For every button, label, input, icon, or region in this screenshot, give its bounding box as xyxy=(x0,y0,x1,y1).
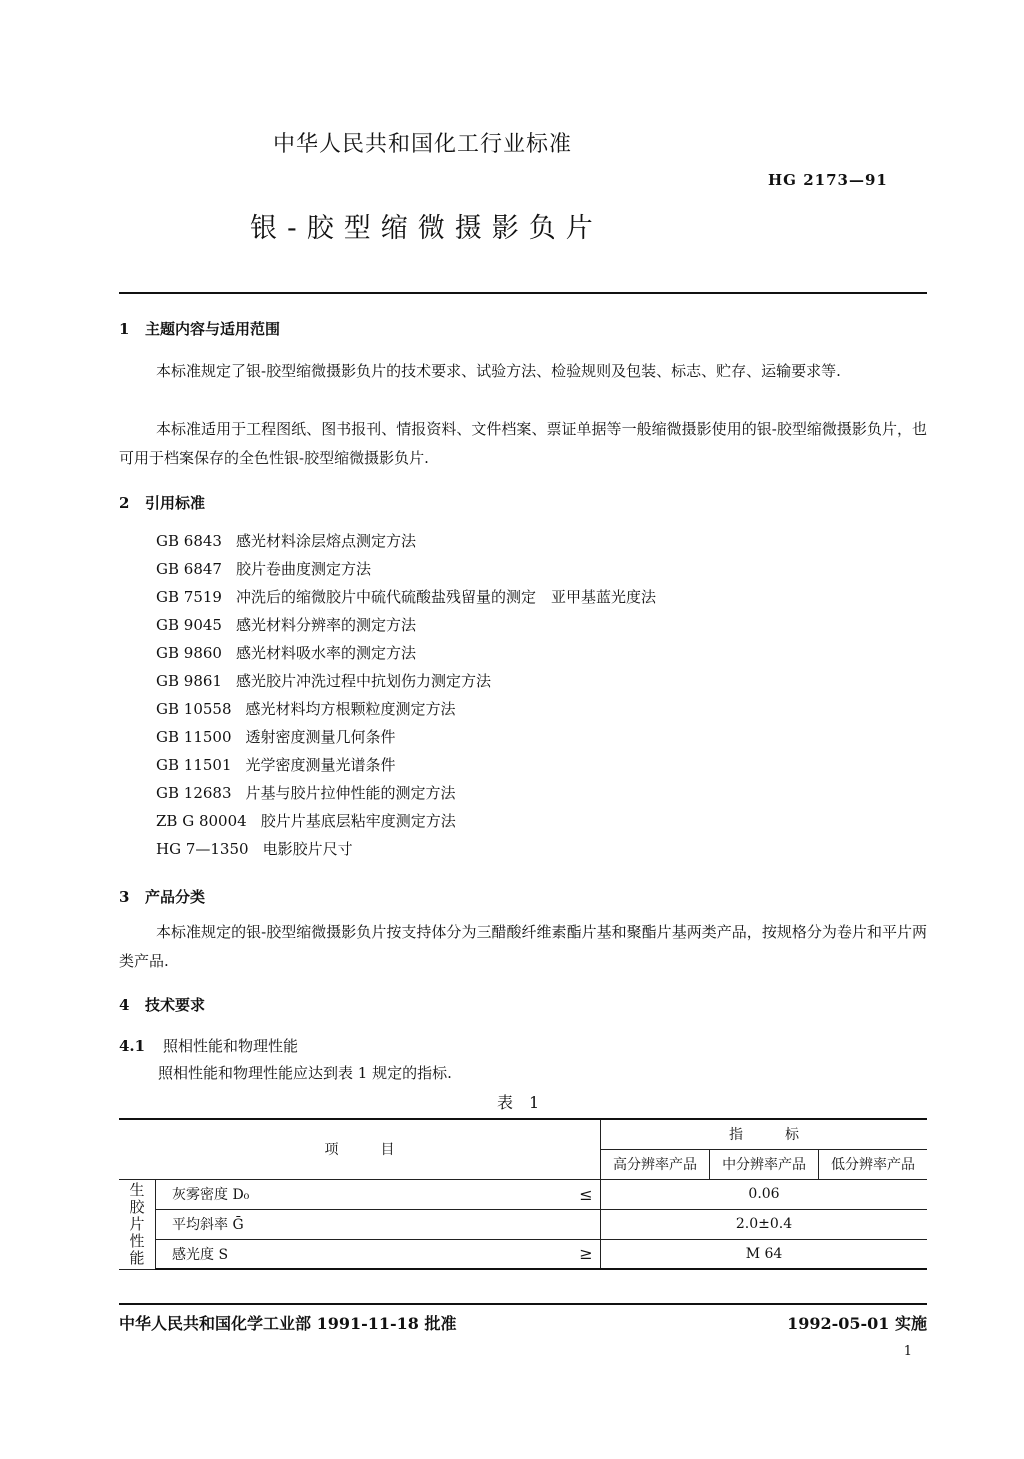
reference-title: 冲洗后的缩微胶片中硫代硫酸盐残留量的测定 亚甲基蓝光度法 xyxy=(235,588,656,606)
reference-item xyxy=(156,611,656,639)
group-char: 片 xyxy=(129,1214,145,1233)
reference-code: GB 11500 xyxy=(156,728,232,746)
reference-code: ZB G 80004 xyxy=(156,812,247,830)
section-1-paragraph-2: 本标准适用于工程图纸、图书报刊、情报资料、文件档案、票证单据等一般缩微摄影使用的银-胶型缩微摄影负片，也可用于档案保存的全色性银-胶型缩微摄影负片. xyxy=(119,420,927,467)
reference-item xyxy=(156,695,656,723)
reference-item xyxy=(156,723,656,751)
table-subheader: 高分辨率产品 xyxy=(601,1149,710,1179)
table-row-value: 2.0±0.4 xyxy=(601,1209,928,1239)
page-number: 1 xyxy=(903,1344,912,1359)
reference-code: GB 11501 xyxy=(156,756,232,774)
table-header-item: 项 目 xyxy=(119,1119,601,1179)
group-char: 能 xyxy=(129,1248,145,1267)
table-row-operator: ≥ xyxy=(572,1239,601,1269)
section-1-paragraph-1: 本标准规定了银-胶型缩微摄影负片的技术要求、试验方法、检验规则及包装、标志、贮存、运输要求等. xyxy=(156,362,841,380)
reference-title: 感光材料分辨率的测定方法 xyxy=(235,616,416,634)
reference-title: 胶片卷曲度测定方法 xyxy=(235,560,371,578)
reference-title: 感光材料吸水率的测定方法 xyxy=(235,644,416,662)
reference-code: GB 6847 xyxy=(156,560,222,578)
section-number: 2 xyxy=(119,494,130,512)
standard-code: HG 2173—91 xyxy=(768,171,888,189)
reference-title: 片基与胶片拉伸性能的测定方法 xyxy=(245,784,456,802)
section-title: 主题内容与适用范围 xyxy=(145,320,281,338)
header-rule xyxy=(119,292,927,294)
table-row-operator: ≤ xyxy=(572,1179,601,1209)
reference-code: HG 7—1350 xyxy=(156,840,249,858)
section-title: 引用标准 xyxy=(145,494,206,512)
subsection-number: 4.1 xyxy=(119,1037,146,1055)
reference-item xyxy=(156,835,656,863)
table-row-value: 0.06 xyxy=(601,1179,928,1209)
table-row-operator xyxy=(572,1209,601,1239)
reference-title: 光学密度测量光谱条件 xyxy=(245,756,396,774)
group-char: 性 xyxy=(129,1231,145,1250)
reference-code: GB 9045 xyxy=(156,616,222,634)
reference-item xyxy=(156,807,656,835)
standard-organization-title: 中华人民共和国化工行业标准 xyxy=(273,132,573,157)
subsection-4-1-heading xyxy=(119,1035,298,1056)
group-char: 生 xyxy=(129,1180,145,1199)
subsection-4-1-paragraph: 照相性能和物理性能应达到表 1 规定的指标. xyxy=(158,1064,452,1082)
reference-code: GB 6843 xyxy=(156,532,222,550)
table-row-value: M 64 xyxy=(601,1239,928,1269)
reference-item xyxy=(156,555,656,583)
reference-title: 感光胶片冲洗过程中抗划伤力测定方法 xyxy=(235,672,491,690)
reference-title: 电影胶片尺寸 xyxy=(262,840,353,858)
reference-title: 感光材料涂层熔点测定方法 xyxy=(235,532,416,550)
spec-table xyxy=(119,1118,927,1270)
reference-code: GB 7519 xyxy=(156,588,222,606)
reference-title: 感光材料均方根颗粒度测定方法 xyxy=(245,700,456,718)
section-1-heading xyxy=(119,318,280,339)
reference-code: GB 10558 xyxy=(156,700,232,718)
table-header-index: 指 标 xyxy=(601,1119,928,1149)
section-number: 4 xyxy=(119,996,130,1014)
footer-rule xyxy=(119,1303,927,1305)
table-row-name: 灰雾密度 D₀ xyxy=(156,1179,573,1209)
table-group-label xyxy=(119,1179,156,1269)
table-row-name: 感光度 S xyxy=(156,1239,573,1269)
section-title: 技术要求 xyxy=(145,996,206,1014)
section-title: 产品分类 xyxy=(145,888,206,906)
table-row-name: 平均斜率 Ḡ xyxy=(156,1209,573,1239)
implementation-date: 1992-05-01 实施 xyxy=(787,1314,927,1333)
reference-list xyxy=(156,527,656,863)
reference-item xyxy=(156,779,656,807)
reference-title: 透射密度测量几何条件 xyxy=(245,728,396,746)
reference-title: 胶片片基底层粘牢度测定方法 xyxy=(260,812,456,830)
reference-item xyxy=(156,639,656,667)
group-char: 胶 xyxy=(129,1197,145,1216)
approval-statement: 中华人民共和国化学工业部 1991-11-18 批准 xyxy=(119,1314,457,1333)
section-2-heading xyxy=(119,492,205,513)
reference-code: GB 12683 xyxy=(156,784,232,802)
section-number: 1 xyxy=(119,320,130,338)
subsection-title: 照相性能和物理性能 xyxy=(163,1037,299,1055)
reference-code: GB 9861 xyxy=(156,672,222,690)
table-caption: 表 1 xyxy=(497,1093,540,1112)
reference-code: GB 9860 xyxy=(156,644,222,662)
document-title: 银-胶型缩微摄影负片 xyxy=(250,213,603,244)
table-subheader: 中分辨率产品 xyxy=(710,1149,819,1179)
table-subheader: 低分辨率产品 xyxy=(819,1149,927,1179)
reference-item xyxy=(156,667,656,695)
reference-item xyxy=(156,583,656,611)
reference-item xyxy=(156,527,656,555)
section-3-heading xyxy=(119,886,205,907)
section-3-paragraph: 本标准规定的银-胶型缩微摄影负片按支持体分为三醋酸纤维素酯片基和聚酯片基两类产品，按规格分为卷片和平片两类产品. xyxy=(119,923,927,970)
section-4-heading xyxy=(119,994,205,1015)
reference-item xyxy=(156,751,656,779)
section-number: 3 xyxy=(119,888,130,906)
